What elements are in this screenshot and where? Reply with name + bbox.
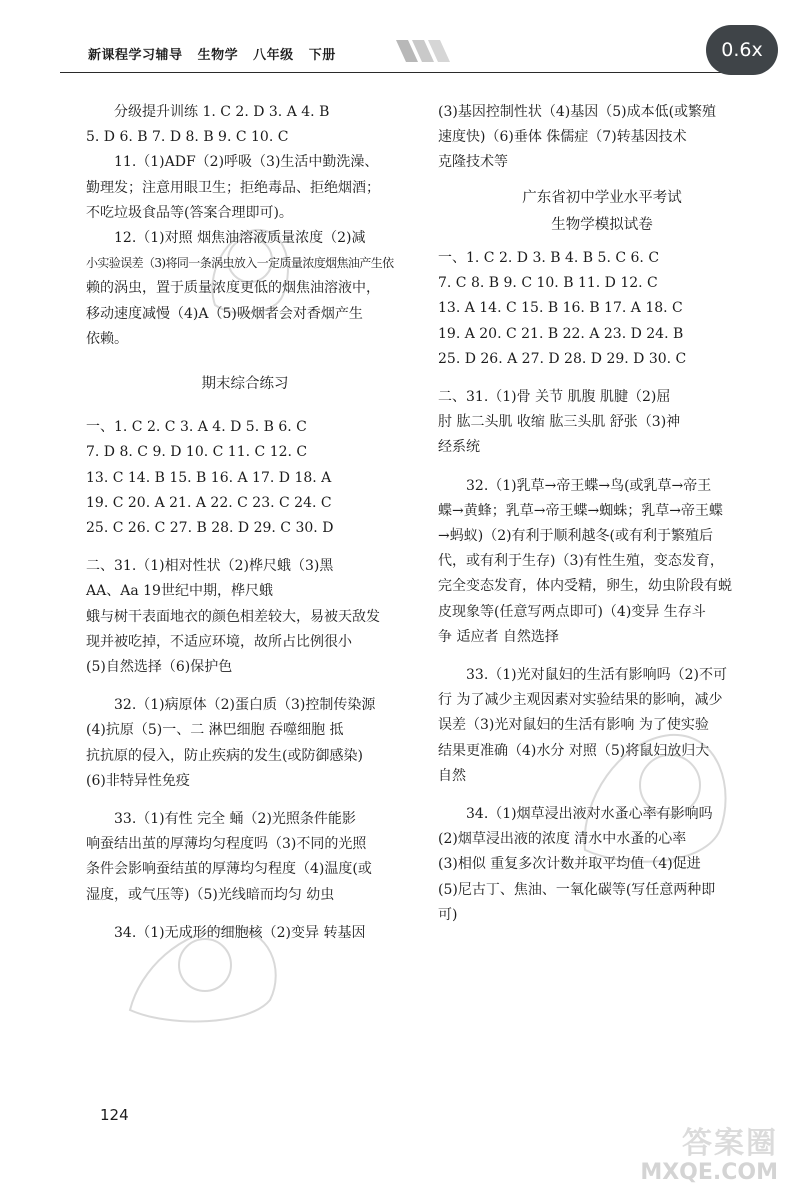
answer-line: 抗抗原的侵入，防止疾病的发生(或防御感染) [86,747,363,764]
answer-line: 蝶→黄蜂；乳草→帝王蝶→蜘蛛；乳草→帝王蝶 [438,502,723,519]
answer-line: 小实验误差（3)将同一条涡虫放入一定质量浓度烟焦油产生依 [86,256,394,271]
answer-line: 湿度，或气压等)（5)光线暗而均匀 幼虫 [86,886,335,903]
answer-line: 25. D 26. A 27. D 28. D 29. D 30. C [438,350,687,367]
answer-line: 依赖。 [86,330,128,347]
answer-line: (6)非特异性免疫 [86,772,190,789]
answer-line: (5)尼古丁、焦油、一氧化碳等(写任意两种即 [438,881,716,898]
answer-line: 19. C 20. A 21. A 22. C 23. C 24. C [86,494,332,511]
answer-line: 行 为了减少主观因素对实验结果的影响，减少 [438,692,723,709]
answer-line: 自然 [438,767,466,784]
answer-line: 经系统 [438,439,480,456]
answer-line: 一、1. C 2. C 3. A 4. D 5. B 6. C [86,419,307,436]
running-header [60,32,760,73]
answer-line: 一、1. C 2. D 3. B 4. B 5. C 6. C [438,250,660,267]
answer-line: 完全变态发育，体内受精，卵生，幼虫阶段有蜕 [438,578,732,595]
answer-line: (3)基因控制性状（4)基因（5)成本低(或繁殖 [438,104,717,120]
watermark-url: MXQE.COM [640,1160,778,1185]
section-title-mock-paper: 生物学模拟试卷 [551,216,653,233]
answer-line: 25. C 26. C 27. B 28. D 29. C 30. D [86,520,334,537]
answer-line: 13. C 14. B 15. B 16. A 17. D 18. A [86,469,332,486]
answer-line: 条件会影响蚕结茧的厚薄均匀程度（4)温度(或 [86,861,372,878]
answer-line: 代，或有利于生存)（3)有性生殖，变态发育， [438,553,724,570]
answer-line: 32.（1)乳草→帝王蝶→鸟(或乳草→帝王 [466,477,712,494]
answer-line: 结果更准确（4)水分 对照（5)将鼠妇放归大 [438,742,710,759]
answer-line: 蛾与树干表面地衣的颜色相差较大，易被天敌发 [86,608,380,625]
answer-line: 皮现象等(任意写两点即可)（4)变异 生存斗 [438,603,706,620]
answer-line: 19. A 20. C 21. B 22. A 23. D 24. B [438,325,684,342]
answer-line: 34.（1)无成形的细胞核（2)变异 转基因 [114,924,366,941]
section-title-final-review: 期末综合练习 [201,376,289,393]
answer-line: 肘 肱二头肌 收缩 肱三头肌 舒张（3)神 [438,414,681,431]
answer-line: 12.（1)对照 烟焦油溶液质量浓度（2)减 [114,230,366,247]
answer-line: 11.（1)ADF（2)呼吸（3)生活中勤洗澡、 [114,154,379,171]
answer-line: 33.（1)光对鼠妇的生活有影响吗（2)不可 [466,667,728,684]
answer-line: 5. D 6. B 7. D 8. B 9. C 10. C [86,129,289,146]
answer-line: 移动速度减慢（4)A（5)吸烟者会对香烟产生 [86,305,363,322]
answer-line: 误差（3)光对鼠妇的生活有影响 为了使实验 [438,717,709,734]
answer-line: 32.（1)病原体（2)蛋白质（3)控制传染源 [114,697,376,714]
answer-line: 速度快)（6)垂体 侏儒症（7)转基因技术 [438,129,687,146]
answer-line: 响蚕结出茧的厚薄均匀程度吗（3)不同的光照 [86,836,367,853]
header-title: 新课程学习辅导 生物学 八年级 下册 [88,48,336,63]
section-title-exam: 广东省初中学业水平考试 [522,189,682,206]
answer-line: (3)相似 重复多次计数并取平均值（4)促进 [438,856,701,873]
answer-line: →蚂蚁)（2)有利于顺利越冬(或有利于繁殖后 [438,528,714,545]
answer-line: 34.（1)烟草浸出液对水蚤心率有影响吗 [466,806,713,823]
answer-line: 不吃垃圾食品等(答案合理即可)。 [86,204,293,221]
page-number: 124 [100,1106,129,1124]
watermark-cartoon-icon [195,215,305,325]
answer-line: 争 适应者 自然选择 [438,628,559,645]
answer-line: 33.（1)有性 完全 蛹（2)光照条件能影 [114,811,356,828]
answer-line: 赖的涡虫，置于质量浓度更低的烟焦油溶液中， [86,280,380,297]
answer-line: (4)抗原（5)一、二 淋巴细胞 吞噬细胞 抵 [86,722,344,739]
answer-line: 现并被吃掉，不适应环境，故所占比例很小 [86,633,352,650]
answer-line: (5)自然选择（6)保护色 [86,659,233,676]
answer-line: 可) [438,906,458,923]
answer-line: (2)烟草浸出液的浓度 清水中水蚤的心率 [438,831,687,848]
answer-line: 7. D 8. C 9. D 10. C 11. C 12. C [86,444,308,461]
zoom-level-badge[interactable]: 0.6x [706,25,778,75]
answer-line: 克隆技术等 [438,154,508,171]
answer-line: 7. C 8. B 9. C 10. B 11. D 12. C [438,275,658,292]
watermark-cartoon-icon [570,720,740,870]
watermark-logo: 答案圈 [682,1126,778,1161]
answer-line: 勤理发；注意用眼卫生；拒绝毒品、拒绝烟酒； [86,179,380,196]
answer-line: 二、31.（1)骨 关节 肌腹 肌腱（2)屈 [438,389,671,406]
header-stripes-icon [392,38,452,64]
answer-line: 分级提升训练 1. C 2. D 3. A 4. B [114,104,330,120]
answer-line: 13. A 14. C 15. B 16. B 17. A 18. C [438,300,683,317]
answer-line: AA、Aa 19世纪中期，桦尺蛾 [86,583,273,600]
answer-line: 二、31.（1)相对性状（2)桦尺蛾（3)黑 [86,558,334,575]
watermark-cartoon-icon [120,910,290,1030]
